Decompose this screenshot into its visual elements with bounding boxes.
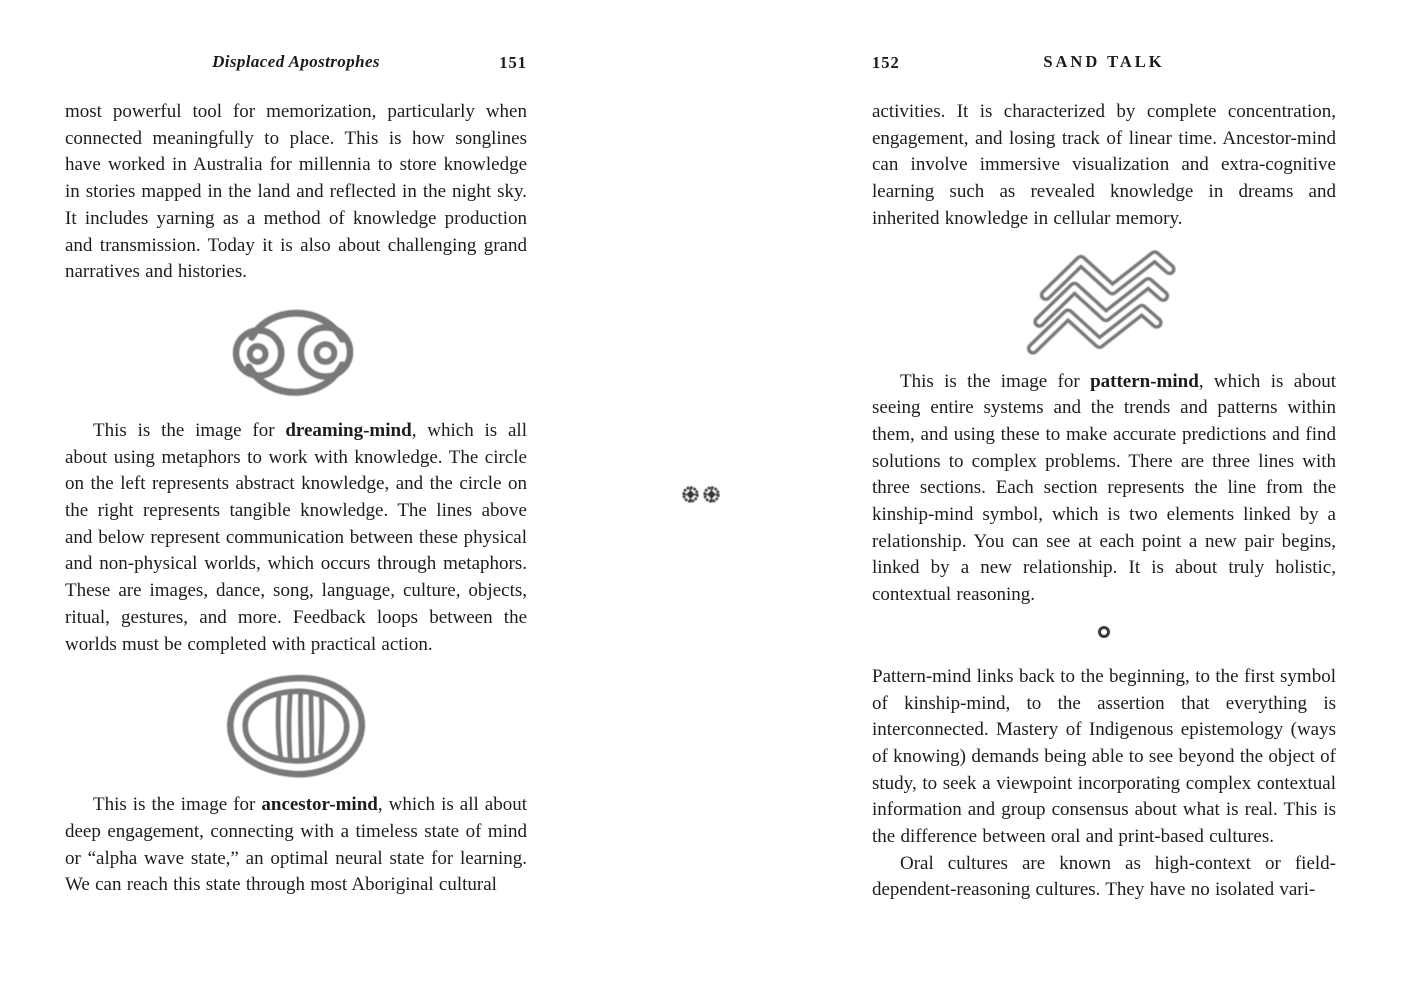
- running-title: SAND TALK: [1043, 52, 1165, 71]
- paragraph: Oral cultures are known as high-context or field-dependent-reasoning cultures. They have no isolated vari-: [872, 852, 1336, 901]
- gutter-target-icons: [682, 486, 720, 503]
- term-dreaming-mind: dreaming-mind: [285, 419, 412, 441]
- paragraph: [65, 792, 527, 899]
- paragraph-text: , which is about seeing entire systems and the trends and patterns within them, and using these to make accurate predictions and find solutions to complex problems. There are three lines with three sections. Each section represents the line from the kinship-mind symbol, which is two elements linked by a relationship. You can see at each point a new pair begins, linked by a new relationship. It is about truly holistic, contextual reasoning.: [872, 370, 1336, 606]
- paragraph-text: , which is all about using metaphors to work with knowledge. The circle on the left represents abstract knowledge, and the circle on the right represents tangible knowledge. The lines above and below represent communication between these physical and non-physical worlds, which occurs through metaphors. These are images, dance, song, language, culture, objects, ritual, gestures, and more. Feedback loops between the worlds must be completed with practical action.: [65, 419, 527, 655]
- paragraph-text: This is the image for: [900, 370, 1091, 392]
- ancestor-mind-icon: [221, 670, 371, 784]
- running-title: Displaced Apostrophes: [212, 52, 380, 71]
- ancestor-mind-symbol: [65, 670, 527, 784]
- dreaming-mind-symbol: [65, 294, 527, 412]
- left-page-header: [65, 52, 527, 72]
- right-page-header: [872, 52, 1336, 72]
- paragraph: activities. It is characterized by complete concentration, engagement, and losing track of linear time. Ancestor-mind can involve immersive visualization and extra-cognitive learning such as revealed knowledge in dreams and inherited knowledge in cellular memory.: [872, 101, 1336, 229]
- page-right: [872, 0, 1336, 904]
- paragraph-text: , which is all about deep engagement, connecting with a timeless state of mind or “alpha wave state,” an optimal neural state for learning. We can reach this state through most Aboriginal cultural: [65, 794, 527, 896]
- term-pattern-mind: pattern-mind: [1090, 370, 1199, 392]
- page-number: 152: [872, 53, 900, 72]
- paragraph: [65, 418, 527, 658]
- page-number: 151: [499, 53, 527, 72]
- target-crosshair-icon: [682, 486, 699, 503]
- dreaming-mind-icon: [222, 294, 370, 412]
- page-left: [65, 0, 527, 899]
- target-crosshair-icon: [703, 486, 720, 503]
- section-divider: [872, 626, 1336, 639]
- paragraph: [872, 369, 1336, 609]
- paragraph: Pattern-mind links back to the beginning, to the first symbol of kinship-mind, to the assertion that everything is interconnected. Mastery of Indigenous epistemology (ways of knowing) demands being able to see beyond the object of study, to seek a viewpoint incorporating complex contextual information and group consensus about what is real. This is the difference between oral and print-based cultures.: [872, 665, 1336, 848]
- paragraph: most powerful tool for memorization, particularly when connected meaningfully to place. This is how songlines have worked in Australia for millennia to store knowledge in stories mapped in the land and reflected in the night sky. It includes yarning as a method of knowledge production and transmission. Today it is also about challenging grand narratives and histories.: [65, 101, 527, 283]
- pattern-mind-symbol: [872, 247, 1336, 367]
- paragraph-text: This is the image for: [93, 419, 286, 441]
- paragraph-text: This is the image for: [93, 794, 262, 816]
- ring-ornament-icon: [1098, 626, 1110, 638]
- pattern-mind-icon: [1025, 247, 1183, 367]
- term-ancestor-mind: ancestor-mind: [261, 794, 378, 816]
